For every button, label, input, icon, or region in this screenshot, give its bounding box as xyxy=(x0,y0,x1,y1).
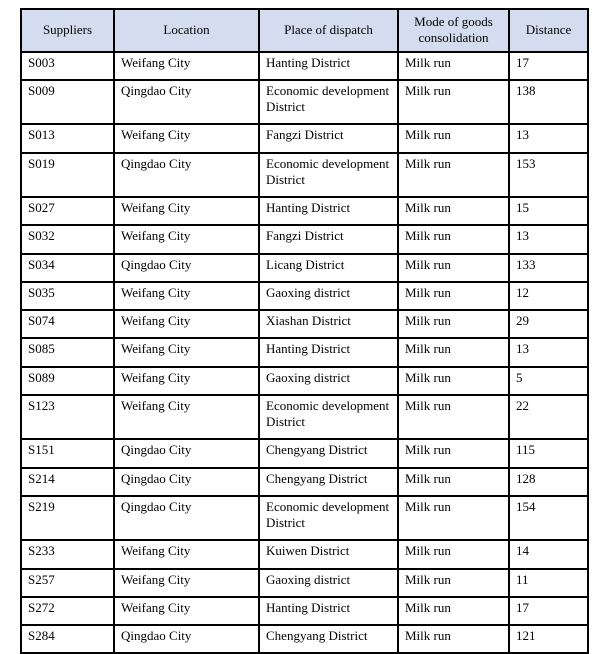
table-cell: Weifang City xyxy=(114,124,259,152)
table-cell: Weifang City xyxy=(114,310,259,338)
table-cell: Weifang City xyxy=(114,569,259,597)
table-cell: Chengyang District xyxy=(259,468,398,496)
table-cell: 115 xyxy=(509,439,588,467)
table-row xyxy=(21,367,588,395)
table-cell: Gaoxing district xyxy=(259,569,398,597)
table-cell: S089 xyxy=(21,367,114,395)
table-cell: S214 xyxy=(21,468,114,496)
table-cell: Milk run xyxy=(398,540,509,568)
table-cell: Licang District xyxy=(259,254,398,282)
table-cell: Chengyang District xyxy=(259,625,398,653)
table-cell: Milk run xyxy=(398,225,509,253)
table-cell: 5 xyxy=(509,367,588,395)
table-row xyxy=(21,569,588,597)
table-cell: S032 xyxy=(21,225,114,253)
table-cell: S074 xyxy=(21,310,114,338)
table-cell: S035 xyxy=(21,282,114,310)
table-row xyxy=(21,625,588,653)
column-header-suppliers: Suppliers xyxy=(21,9,114,52)
table-cell: 22 xyxy=(509,395,588,440)
table-cell: Economic development District xyxy=(259,395,398,440)
table-cell: Weifang City xyxy=(114,597,259,625)
table-cell: Qingdao City xyxy=(114,496,259,541)
table-row xyxy=(21,282,588,310)
table-cell: Qingdao City xyxy=(114,254,259,282)
table-cell: Milk run xyxy=(398,254,509,282)
table-cell: 17 xyxy=(509,52,588,80)
table-cell: S284 xyxy=(21,625,114,653)
table-cell: Milk run xyxy=(398,282,509,310)
table-cell: Xiashan District xyxy=(259,310,398,338)
table-cell: 29 xyxy=(509,310,588,338)
table-cell: Milk run xyxy=(398,338,509,366)
table-cell: Milk run xyxy=(398,569,509,597)
table-cell: Economic development District xyxy=(259,153,398,198)
table-cell: Fangzi District xyxy=(259,225,398,253)
table-cell: Hanting District xyxy=(259,338,398,366)
table-cell: Milk run xyxy=(398,124,509,152)
column-header-place-of-dispatch: Place of dispatch xyxy=(259,9,398,52)
table-header-row xyxy=(21,9,588,52)
table-cell: Kuiwen District xyxy=(259,540,398,568)
table-cell: Weifang City xyxy=(114,338,259,366)
table-cell: Milk run xyxy=(398,80,509,125)
table-cell: S257 xyxy=(21,569,114,597)
table-cell: 154 xyxy=(509,496,588,541)
table-cell: Economic development District xyxy=(259,80,398,125)
table-cell: Weifang City xyxy=(114,540,259,568)
table-row xyxy=(21,540,588,568)
table-cell: Milk run xyxy=(398,625,509,653)
table-cell: Milk run xyxy=(398,52,509,80)
table-cell: 153 xyxy=(509,153,588,198)
table-cell: S151 xyxy=(21,439,114,467)
table-body xyxy=(21,52,588,654)
table-cell: S085 xyxy=(21,338,114,366)
table-cell: S027 xyxy=(21,197,114,225)
table-cell: Fangzi District xyxy=(259,124,398,152)
table-row xyxy=(21,439,588,467)
table-cell: 14 xyxy=(509,540,588,568)
table-cell: Hanting District xyxy=(259,597,398,625)
table-cell: Economic development District xyxy=(259,496,398,541)
table-cell: Weifang City xyxy=(114,225,259,253)
table-cell: 13 xyxy=(509,338,588,366)
table-cell: 11 xyxy=(509,569,588,597)
table-cell: Milk run xyxy=(398,496,509,541)
table-row xyxy=(21,395,588,440)
table-cell: 133 xyxy=(509,254,588,282)
column-header-distance: Distance xyxy=(509,9,588,52)
table-row xyxy=(21,153,588,198)
table-cell: Chengyang District xyxy=(259,439,398,467)
table-cell: Weifang City xyxy=(114,395,259,440)
table-cell: S123 xyxy=(21,395,114,440)
table-row xyxy=(21,338,588,366)
table-row xyxy=(21,52,588,80)
table-cell: Milk run xyxy=(398,395,509,440)
table-row xyxy=(21,225,588,253)
table-cell: Weifang City xyxy=(114,282,259,310)
suppliers-table xyxy=(20,8,589,654)
table-row xyxy=(21,254,588,282)
table-cell: Hanting District xyxy=(259,197,398,225)
table-cell: Weifang City xyxy=(114,52,259,80)
table-cell: 13 xyxy=(509,124,588,152)
table-cell: Gaoxing district xyxy=(259,367,398,395)
table-cell: Weifang City xyxy=(114,197,259,225)
table-cell: 12 xyxy=(509,282,588,310)
table-cell: Qingdao City xyxy=(114,439,259,467)
table-cell: Milk run xyxy=(398,468,509,496)
table-row xyxy=(21,310,588,338)
table-cell: Milk run xyxy=(398,597,509,625)
table-cell: Weifang City xyxy=(114,367,259,395)
table-cell: S003 xyxy=(21,52,114,80)
table-cell: Milk run xyxy=(398,153,509,198)
table-row xyxy=(21,80,588,125)
table-cell: Milk run xyxy=(398,197,509,225)
table-cell: Milk run xyxy=(398,367,509,395)
table-cell: Qingdao City xyxy=(114,80,259,125)
table-cell: Qingdao City xyxy=(114,625,259,653)
table-cell: 138 xyxy=(509,80,588,125)
table-row xyxy=(21,496,588,541)
table-cell: Milk run xyxy=(398,439,509,467)
table-cell: S219 xyxy=(21,496,114,541)
table-cell: Gaoxing district xyxy=(259,282,398,310)
table-cell: 128 xyxy=(509,468,588,496)
table-row xyxy=(21,468,588,496)
table-cell: Qingdao City xyxy=(114,468,259,496)
table-cell: S272 xyxy=(21,597,114,625)
table-cell: Milk run xyxy=(398,310,509,338)
table-cell: Hanting District xyxy=(259,52,398,80)
table-cell: 121 xyxy=(509,625,588,653)
table-row xyxy=(21,197,588,225)
column-header-location: Location xyxy=(114,9,259,52)
table-cell: Qingdao City xyxy=(114,153,259,198)
table-cell: 15 xyxy=(509,197,588,225)
table-cell: S034 xyxy=(21,254,114,282)
table-cell: S009 xyxy=(21,80,114,125)
column-header-mode-of-goods-consolidation: Mode of goods consolidation xyxy=(398,9,509,52)
table-cell: S019 xyxy=(21,153,114,198)
table-row xyxy=(21,124,588,152)
table-cell: S233 xyxy=(21,540,114,568)
table-cell: 17 xyxy=(509,597,588,625)
table-row xyxy=(21,597,588,625)
table-cell: 13 xyxy=(509,225,588,253)
table-cell: S013 xyxy=(21,124,114,152)
